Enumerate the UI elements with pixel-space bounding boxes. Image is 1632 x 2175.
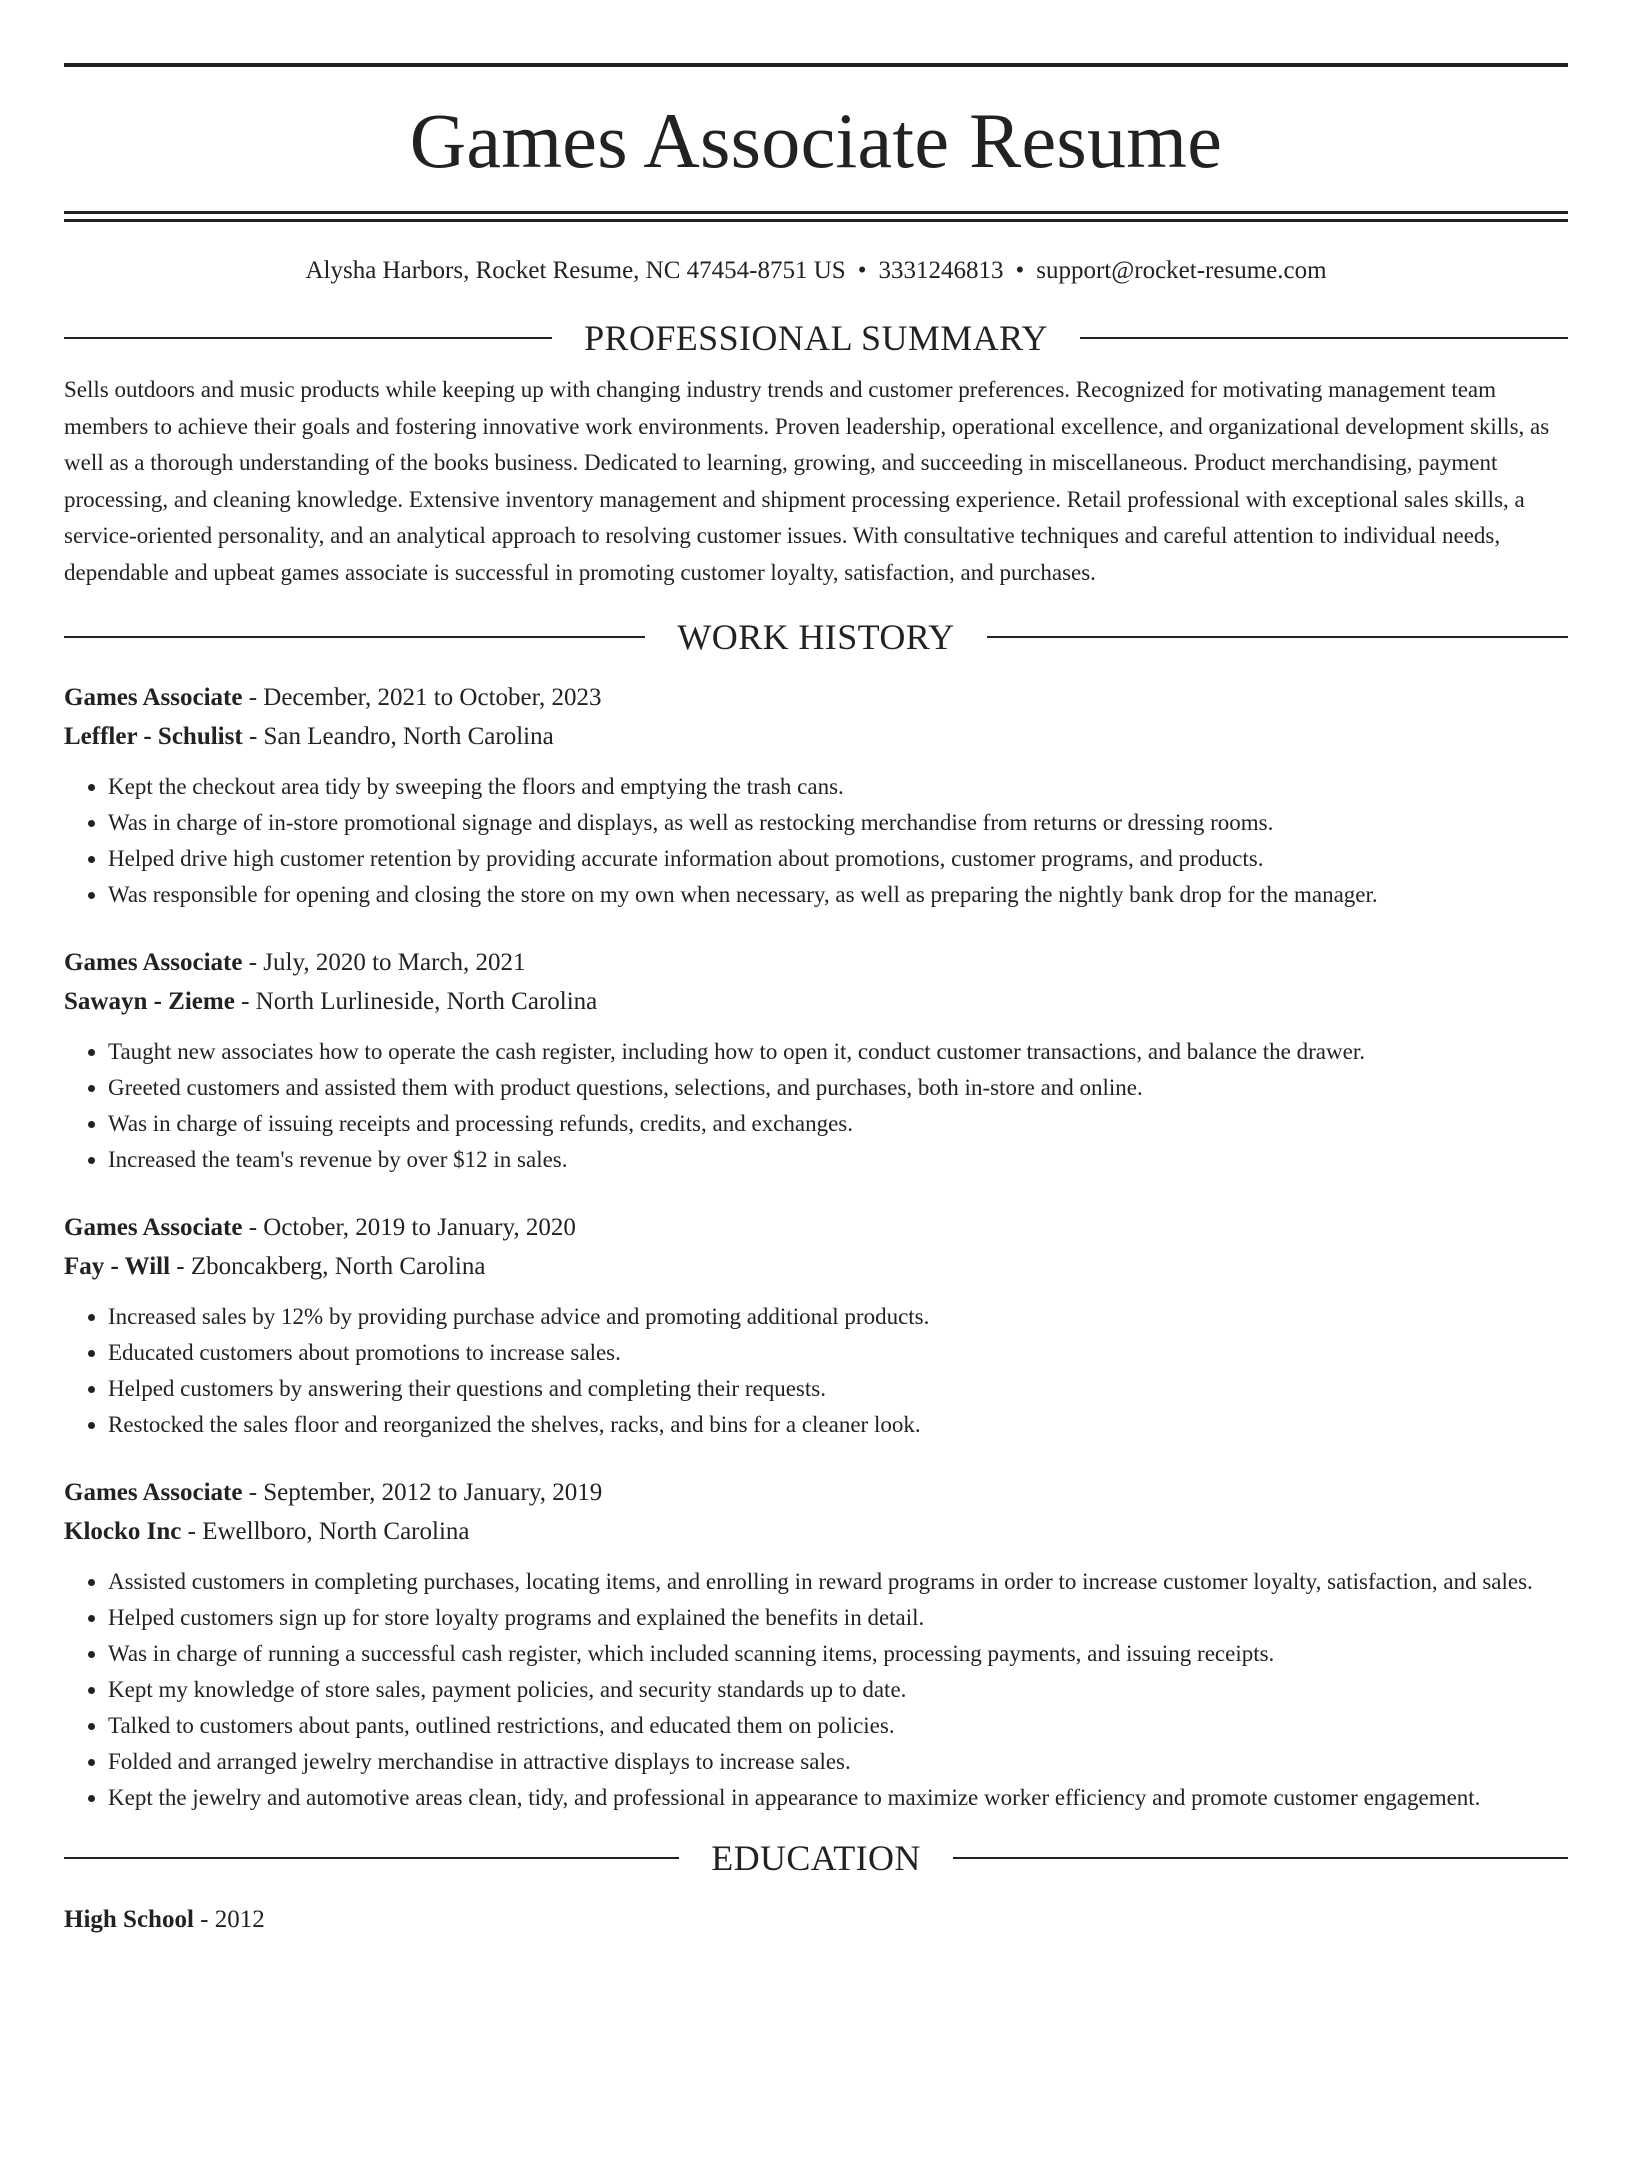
summary-text: Sells outdoors and music products while keeping up with changing industry trends and customer preferences. Recognized for motivating management team members to achieve their goals and fostering innovative work environments. Proven leadership, operational excellence, and organizational development skills, as well as a thorough understanding of the books business. Dedicated to learning, growing, and succeeding in miscellaneous. Product merchandising, payment processing, and cleaning knowledge. Extensive inventory management and shipment processing experience. Retail professional with exceptional sales skills, a service-oriented personality, and an analytical approach to resolving customer issues. With consultative techniques and careful attention to individual needs, dependable and upbeat games associate is successful in promoting customer loyalty, satisfaction, and purchases. bbox=[64, 377, 1550, 585]
work-section-heading bbox=[64, 617, 1568, 657]
contact-line bbox=[64, 258, 1568, 284]
summary-heading-label: PROFESSIONAL SUMMARY bbox=[584, 318, 1048, 358]
job-bullet-list bbox=[64, 769, 1568, 913]
education-degree: High School bbox=[64, 1906, 194, 1933]
contact-separator: • bbox=[857, 257, 867, 284]
list-item: • Was in charge of issuing receipts and processing refunds, credits, and exchanges. bbox=[108, 1106, 1568, 1142]
list-item: • Was in charge of running a successful cash register, which included scanning items, processing payments, and issuing receipts. bbox=[108, 1636, 1568, 1672]
job-title: Games Associate bbox=[64, 1479, 243, 1506]
job-bullet-list bbox=[64, 1564, 1568, 1816]
contact-address: Alysha Harbors, Rocket Resume, NC 47454-8751 US bbox=[305, 257, 846, 284]
job-bullet-list bbox=[64, 1299, 1568, 1443]
resume-page bbox=[0, 63, 1632, 2175]
job-title: Games Associate bbox=[64, 1214, 243, 1241]
list-item: • Talked to customers about pants, outlined restrictions, and educated them on policies. bbox=[108, 1708, 1568, 1744]
list-item: • Educated customers about promotions to increase sales. bbox=[108, 1335, 1568, 1371]
list-item: • Taught new associates how to operate the cash register, including how to open it, conduct customer transactions, and balance the drawer. bbox=[108, 1034, 1568, 1070]
job-company: Sawayn - Zieme bbox=[64, 988, 235, 1015]
job-bullet-list bbox=[64, 1034, 1568, 1178]
job-title: Games Associate bbox=[64, 684, 243, 711]
list-item: • Helped drive high customer retention by providing accurate information about promotions, customer programs, and products. bbox=[108, 841, 1568, 877]
list-item: • Increased the team's revenue by over $12 in sales. bbox=[108, 1142, 1568, 1178]
contact-email: support@rocket-resume.com bbox=[1036, 257, 1327, 284]
job-dates: - July, 2020 to March, 2021 bbox=[242, 949, 526, 976]
list-item: • Kept the checkout area tidy by sweeping the floors and emptying the trash cans. bbox=[108, 769, 1568, 805]
heading-rule-left bbox=[64, 337, 552, 339]
job-company-line bbox=[64, 982, 1568, 1021]
job-location: - North Lurlineside, North Carolina bbox=[234, 988, 598, 1015]
education-heading-label: EDUCATION bbox=[711, 1838, 921, 1878]
education-year: - 2012 bbox=[193, 1906, 265, 1933]
list-item: • Kept my knowledge of store sales, payment policies, and security standards up to date. bbox=[108, 1672, 1568, 1708]
job-company: Fay - Will bbox=[64, 1253, 171, 1280]
job-title-line bbox=[64, 1473, 1568, 1512]
list-item: • Greeted customers and assisted them with product questions, selections, and purchases, both in-store and online. bbox=[108, 1070, 1568, 1106]
job-entry bbox=[64, 1473, 1568, 1816]
job-company-line bbox=[64, 1512, 1568, 1551]
job-company-line bbox=[64, 717, 1568, 756]
heading-rule-right bbox=[953, 1857, 1568, 1859]
list-item: • Was in charge of in-store promotional signage and displays, as well as restocking merchandise from returns or dressing rooms. bbox=[108, 805, 1568, 841]
list-item: • Restocked the sales floor and reorganized the shelves, racks, and bins for a cleaner look. bbox=[108, 1407, 1568, 1443]
list-item: • Was responsible for opening and closing the store on my own when necessary, as well as preparing the nightly bank drop for the manager. bbox=[108, 877, 1568, 913]
summary-section-heading bbox=[64, 318, 1568, 358]
list-item: • Helped customers by answering their questions and completing their requests. bbox=[108, 1371, 1568, 1407]
list-item: • Folded and arranged jewelry merchandise in attractive displays to increase sales. bbox=[108, 1744, 1568, 1780]
job-title: Games Associate bbox=[64, 949, 243, 976]
job-title-line bbox=[64, 943, 1568, 982]
job-entry bbox=[64, 678, 1568, 913]
job-location: - San Leandro, North Carolina bbox=[242, 723, 554, 750]
heading-rule-left bbox=[64, 1857, 679, 1859]
heading-rule-right bbox=[987, 636, 1568, 638]
job-title-line bbox=[64, 1208, 1568, 1247]
list-item: • Helped customers sign up for store loyalty programs and explained the benefits in detail. bbox=[108, 1600, 1568, 1636]
work-heading-label: WORK HISTORY bbox=[677, 617, 955, 657]
heading-rule-left bbox=[64, 636, 645, 638]
heading-rule-right bbox=[1080, 337, 1568, 339]
list-item: • Increased sales by 12% by providing purchase advice and promoting additional products. bbox=[108, 1299, 1568, 1335]
job-location: - Zboncakberg, North Carolina bbox=[170, 1253, 486, 1280]
education-entry bbox=[64, 1900, 1568, 1939]
top-rule bbox=[64, 63, 1568, 67]
job-dates: - October, 2019 to January, 2020 bbox=[242, 1214, 576, 1241]
job-company-line bbox=[64, 1247, 1568, 1286]
title-double-rule bbox=[64, 211, 1568, 222]
contact-separator: • bbox=[1015, 257, 1025, 284]
education-section-heading bbox=[64, 1838, 1568, 1878]
job-company: Klocko Inc bbox=[64, 1518, 182, 1545]
resume-title: Games Associate Resume bbox=[409, 97, 1223, 184]
list-item: • Kept the jewelry and automotive areas clean, tidy, and professional in appearance to maximize worker efficiency and promote customer engagement. bbox=[108, 1780, 1568, 1816]
job-title-line bbox=[64, 678, 1568, 717]
job-entry bbox=[64, 1208, 1568, 1443]
contact-phone: 3331246813 bbox=[878, 257, 1004, 284]
job-dates: - September, 2012 to January, 2019 bbox=[242, 1479, 603, 1506]
job-location: - Ewellboro, North Carolina bbox=[181, 1518, 470, 1545]
job-company: Leffler - Schulist bbox=[64, 723, 243, 750]
job-entry bbox=[64, 943, 1568, 1178]
job-dates: - December, 2021 to October, 2023 bbox=[242, 684, 602, 711]
list-item: • Assisted customers in completing purchases, locating items, and enrolling in reward programs in order to increase customer loyalty, satisfaction, and sales. bbox=[108, 1564, 1568, 1600]
